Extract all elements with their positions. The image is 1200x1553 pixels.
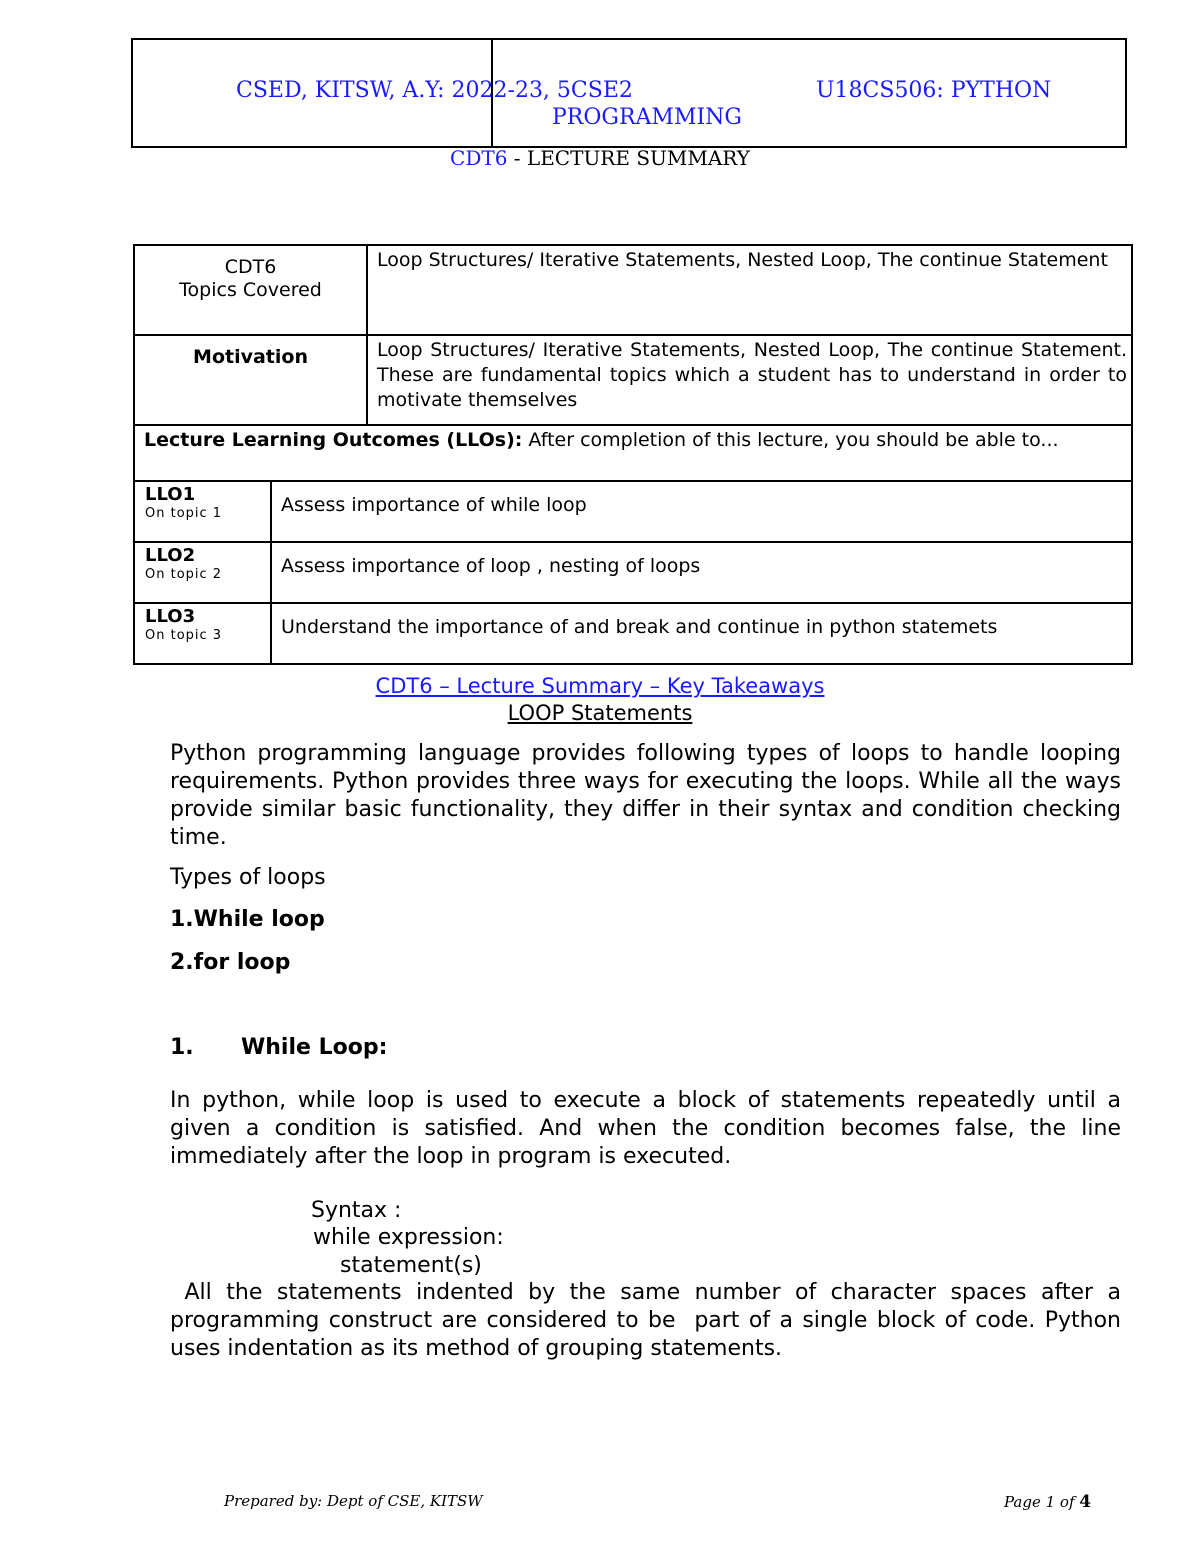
header-course-name: PROGRAMMING — [552, 105, 742, 130]
llo-label-2 — [134, 542, 271, 603]
page-title-text: - LECTURE SUMMARY — [507, 146, 750, 170]
llo-row-2 — [134, 542, 1132, 603]
topics-row — [134, 245, 1132, 335]
syntax-label: Syntax : — [311, 1198, 402, 1223]
outcomes-row — [134, 425, 1132, 481]
header-course-code: U18CS506: PYTHON — [816, 78, 1052, 103]
motivation-label: Motivation — [134, 335, 367, 425]
indent-paragraph: All the statements indented by the same number of character spaces after a programming construct are considered to be part of a single block of code. Python uses indentation as its method of grouping statements. — [170, 1280, 1129, 1361]
footer-page-total: 4 — [1079, 1492, 1092, 1512]
llo-topic-2: On topic 2 — [145, 567, 223, 582]
takeaways-heading — [0, 673, 1200, 727]
llo-code-1: LLO1 — [145, 484, 196, 505]
outcomes-cell — [134, 425, 1132, 481]
loop-type-for: 2.for loop — [170, 950, 291, 975]
outcomes-label: Lecture Learning Outcomes (LLOs): — [144, 429, 523, 451]
outcomes-text: After completion of this lecture, you should be able to... — [522, 429, 1059, 451]
page-title-code: CDT6 — [450, 146, 508, 170]
while-paragraph: In python, while loop is used to execute a block of statements repeatedly until a given a condition is satisfied. And when the condition becomes false, the line immediately after the loop in program is executed. — [170, 1088, 1121, 1169]
while-heading: While Loop: — [241, 1035, 388, 1060]
llo-code-2: LLO2 — [145, 545, 196, 566]
llo-topic-3: On topic 3 — [145, 628, 223, 643]
llo-text-1: Assess importance of while loop — [271, 481, 1132, 542]
intro-paragraph: Python programming language provides following types of loops to handle looping requirements. Python provides three ways for executing the loops. While all the ways provide similar basic functionality, they differ in their syntax and condition checking time. — [170, 741, 1121, 850]
page-title — [0, 146, 1200, 170]
llo-topic-1: On topic 1 — [145, 506, 223, 521]
topics-label-cell — [134, 245, 367, 335]
loop-type-while: 1.While loop — [170, 907, 325, 932]
llo-row-1 — [134, 481, 1132, 542]
llo-text-2: Assess importance of loop , nesting of loops — [271, 542, 1132, 603]
while-heading-number: 1. — [170, 1035, 194, 1060]
llo-row-3 — [134, 603, 1132, 664]
header-course-info: CSED, KITSW, A.Y: 2022-23, 5CSE2 — [236, 78, 633, 103]
llo-text-3: Understand the importance of and break and continue in python statemets — [271, 603, 1132, 664]
types-heading: Types of loops — [170, 865, 326, 890]
motivation-row — [134, 335, 1132, 425]
llo-label-3 — [134, 603, 271, 664]
topics-label-code: CDT6 — [224, 256, 277, 278]
llo-label-1 — [134, 481, 271, 542]
footer-prepared-by: Prepared by: Dept of CSE, KITSW — [224, 1492, 483, 1510]
lecture-table — [133, 244, 1133, 665]
section-title: LOOP Statements — [507, 701, 693, 725]
topics-label-text: Topics Covered — [179, 279, 322, 301]
footer-page-prefix: Page 1 of — [1004, 1493, 1080, 1511]
topics-value: Loop Structures/ Iterative Statements, Nested Loop, The continue Statement — [367, 245, 1132, 335]
syntax-line-2: statement(s) — [340, 1253, 482, 1278]
syntax-line-1: while expression: — [313, 1225, 504, 1250]
footer-page-number — [1004, 1492, 1091, 1512]
llo-code-3: LLO3 — [145, 606, 196, 627]
motivation-value: Loop Structures/ Iterative Statements, Nested Loop, The continue Statement. These are fundamental topics which a student has to understand in order to motivate themselves — [367, 335, 1132, 425]
takeaways-title: CDT6 – Lecture Summary – Key Takeaways — [375, 674, 825, 698]
